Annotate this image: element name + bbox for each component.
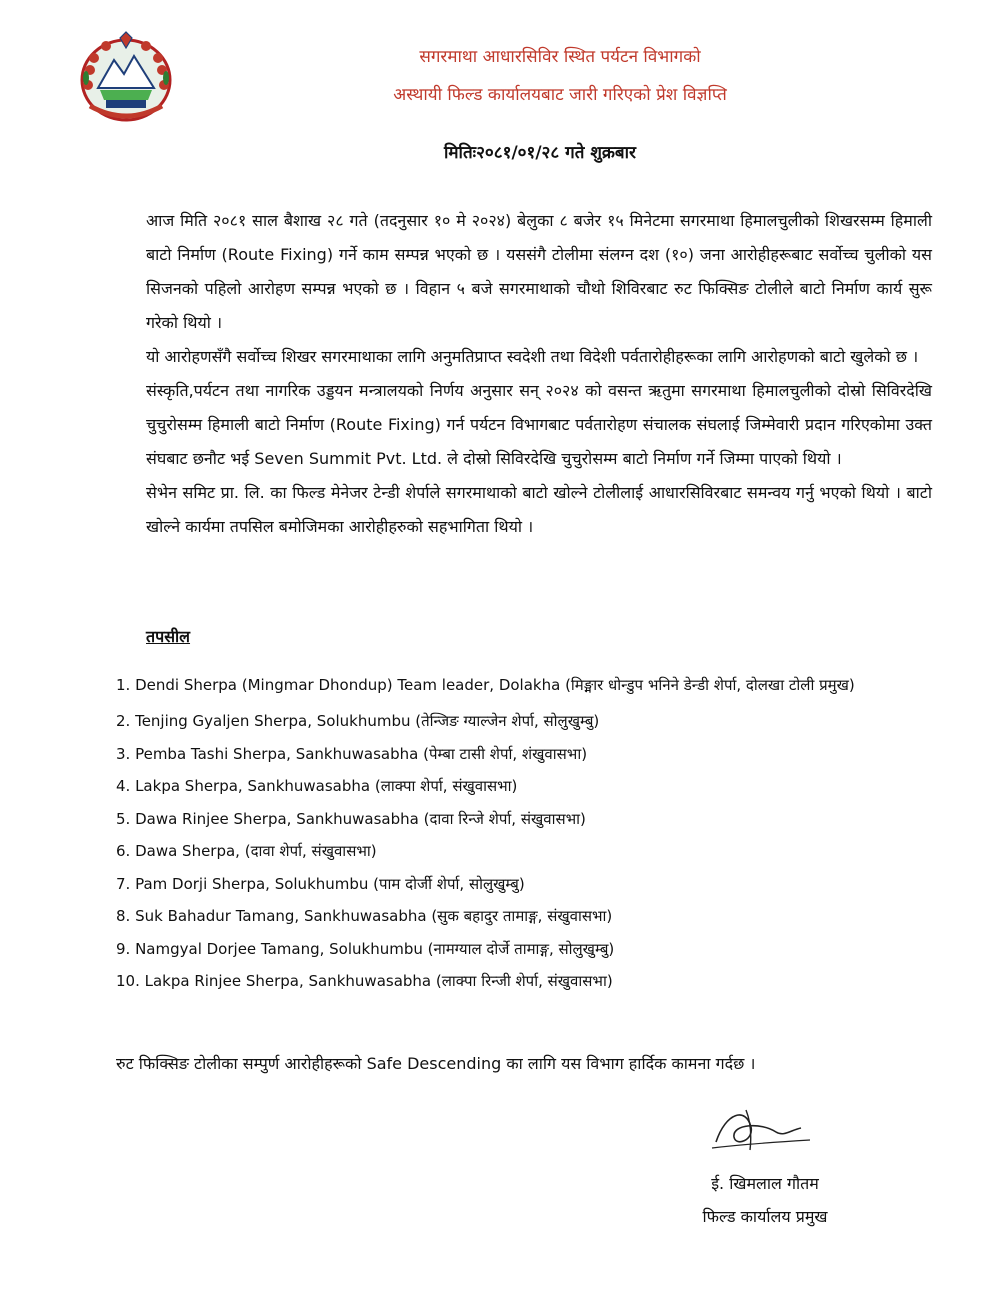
list-item: 2. Tenjing Gyaljen Sherpa, Solukhumbu (तेन्जिङ ग्याल्जेन शेर्पा, सोलुखुम्बु)	[116, 712, 600, 730]
list-item: 6. Dawa Sherpa, (दावा शेर्पा, संखुवासभा)	[116, 842, 377, 860]
list-item: 1. Dendi Sherpa (Mingmar Dhondup) Team leader, Dolakha (मिङ्मार धोन्डुप भनिने डेन्डी शेर्पा, दोलखा टोली प्रमुख)	[116, 676, 855, 694]
signatory-title: फिल्ड कार्यालय प्रमुख	[702, 1207, 828, 1226]
climber-list	[116, 672, 906, 998]
list-item: 10. Lakpa Rinjee Sherpa, Sankhuwasabha (लाक्पा रिन्जी शेर्पा, संखुवासभा)	[116, 972, 613, 990]
paragraph: यो आरोहणसँगै सर्वोच्च शिखर सगरमाथाका लागि अनुमतिप्राप्त स्वदेशी तथा विदेशी पर्वतारोहीहरूका लागि आरोहणको बाटो खुलेको छ ।	[146, 347, 919, 366]
list-item: 3. Pemba Tashi Sherpa, Sankhuwasabha (पेम्बा टासी शेर्पा, शंखुवासभा)	[116, 744, 588, 763]
paragraph: संस्कृति,पर्यटन तथा नागरिक उड्डयन मन्त्रालयको निर्णय अनुसार सन् २०२४ को वसन्त ऋतुमा सगरमाथा हिमालचुलीको दोस्रो सिविरदेखि चुचुरोसम्म हिमाली बाटो निर्माण (Route Fixing) गर्न पर्यटन विभागबाट पर्वतारोहण संचालक संघलाई जिम्मेवारी प्रदान गरिएकोमा उक्त संघबाट छनौट भई Seven Summit Pvt. Ltd. ले दोस्रो सिविरदेखि चुचुरोसम्म बाटो निर्माण गर्ने जिम्मा पाएको थियो ।	[146, 381, 932, 468]
signatory-name: ई. खिमलाल गौतम	[711, 1174, 819, 1193]
release-date: मितिः२०८१/०१/२८ गते शुक्रबार	[443, 143, 636, 163]
header-press-release-line: अस्थायी फिल्ड कार्यालयबाट जारी गरिएको प्रेश विज्ञप्ति	[393, 85, 727, 105]
nepal-emblem-icon	[76, 30, 176, 122]
closing-statement: रुट फिक्सिङ टोलीका सम्पुर्ण आरोहीहरूको Safe Descending का लागि यस विभाग हार्दिक कामना गर्दछ ।	[116, 1054, 756, 1073]
paragraph: आज मिति २०८१ साल बैशाख २८ गते (तदनुसार १० मे २०२४) बेलुका ८ बजेर १५ मिनेटमा सगरमाथा हिमालचुलीको शिखरसम्म हिमाली बाटो निर्माण (Route Fixing) गर्ने काम सम्पन्न भएको छ । यससंगै टोलीमा संलग्न दश (१०) जना आरोहीहरूबाट सर्वोच्च चुलीको यस सिजनको पहिलो आरोहण सम्पन्न भएको छ । विहान ५ बजे सगरमाथाको चौथो शिविरबाट रुट फिक्सिङ टोलीले बाटो निर्माण कार्य सुरू गरेको थियो ।	[146, 211, 932, 332]
paragraph: सेभेन समिट प्रा. लि. का फिल्ड मेनेजर टेन्डी शेर्पाले सगरमाथाको बाटो खोल्ने टोलीलाई आधारसिविरबाट समन्वय गर्नु भएको थियो । बाटो खोल्ने कार्यमा तपसिल बमोजिमका आरोहीहरुको सहभागिता थियो ।	[146, 483, 932, 536]
list-item: 8. Suk Bahadur Tamang, Sankhuwasabha (सुक बहादुर तामाङ्ग, संखुवासभा)	[116, 907, 613, 925]
tapsil-heading: तपसील	[146, 627, 191, 646]
list-item: 7. Pam Dorji Sherpa, Solukhumbu (पाम दोर्जी शेर्पा, सोलुखुम्बु)	[116, 874, 525, 893]
signatory-block	[680, 1167, 850, 1233]
release-body	[146, 204, 932, 544]
signature-icon	[706, 1102, 816, 1162]
header-office-line: सगरमाथा आधारसिविर स्थित पर्यटन विभागको	[419, 47, 701, 67]
list-item: 9. Namgyal Dorjee Tamang, Solukhumbu (नामग्याल दोर्जे तामाङ्ग, सोलुखुम्बु)	[116, 939, 615, 958]
list-item: 4. Lakpa Sherpa, Sankhuwasabha (लाक्पा शेर्पा, संखुवासभा)	[116, 777, 518, 795]
list-item: 5. Dawa Rinjee Sherpa, Sankhuwasabha (दावा रिन्जे शेर्पा, संखुवासभा)	[116, 809, 586, 828]
